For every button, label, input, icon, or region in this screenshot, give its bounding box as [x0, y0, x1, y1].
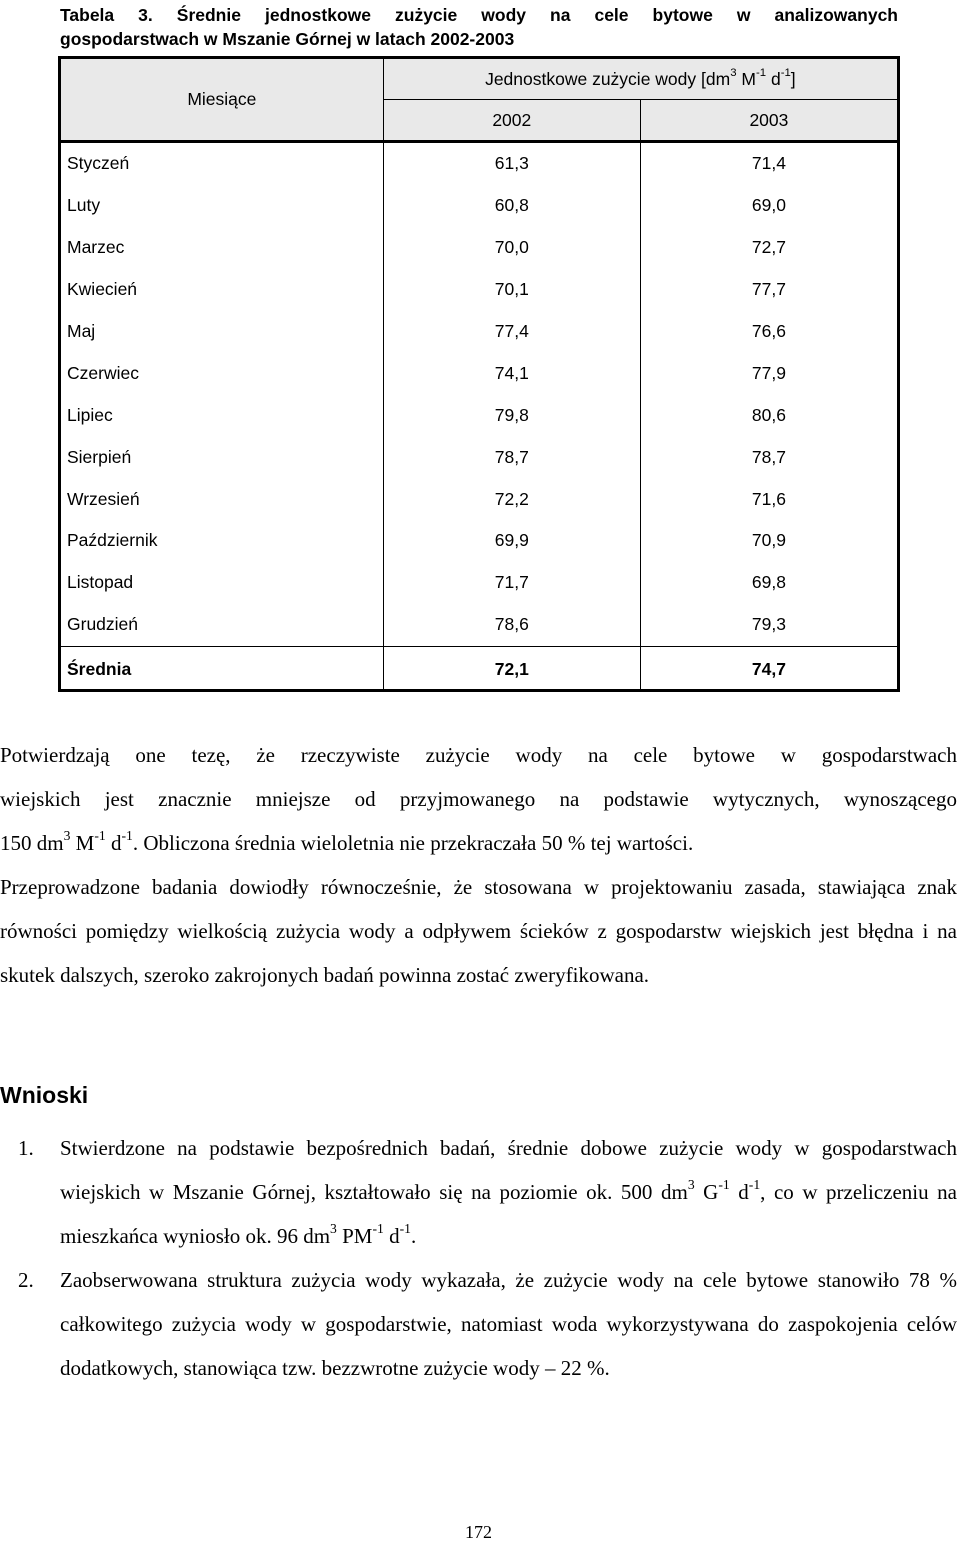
table-row	[60, 311, 899, 353]
value-2002-cell: 78,7	[383, 436, 640, 478]
paragraph-1	[0, 733, 957, 865]
value-2003-cell: 77,9	[640, 352, 898, 394]
value-2003-cell: 69,0	[640, 185, 898, 227]
table-row	[60, 436, 899, 478]
value-2002-cell: 69,9	[383, 520, 640, 562]
unit-header: Jednostkowe zużycie wody [$dm^3$ $M^{-1}$ $d^{-1}$]	[383, 58, 898, 100]
conclusions-heading: Wnioski	[0, 1082, 89, 1108]
average-row	[60, 646, 899, 690]
month-cell: Marzec	[67, 237, 125, 258]
value-2003-cell: 78,7	[640, 436, 898, 478]
table-row	[60, 269, 899, 311]
value-2002-cell: 72,2	[383, 478, 640, 520]
value-2002-cell: 79,8	[383, 394, 640, 436]
month-cell: Luty	[67, 195, 101, 216]
value-2003-cell: 69,8	[640, 562, 898, 604]
value-2003-cell: 70,9	[640, 520, 898, 562]
paragraph-1-line-1: Potwierdzają one tezę, że rzeczywiste zużycie wody na cele bytowe w gospodarstwach	[0, 743, 957, 767]
value-2002-cell: 61,3	[383, 142, 640, 185]
value-2002-cell: 74,1	[383, 352, 640, 394]
month-cell: Sierpień	[67, 446, 132, 467]
value-2002-cell: 71,7	[383, 562, 640, 604]
month-cell: Czerwiec	[67, 362, 139, 383]
table-row	[60, 185, 899, 227]
average-2003: 74,7	[640, 646, 898, 690]
value-2003-cell: 80,6	[640, 394, 898, 436]
caption-line-2: gospodarstwach w Mszanie Górnej w latach 2002-2003	[60, 29, 515, 49]
value-2002-cell: 78,6	[383, 604, 640, 646]
average-label: Średnia	[60, 646, 384, 690]
month-cell: Październik	[67, 530, 158, 551]
value-2003-cell: 76,6	[640, 311, 898, 353]
year-header-2002: 2002	[383, 100, 640, 142]
average-2002: 72,1	[383, 646, 640, 690]
months-header: Miesiące	[60, 58, 384, 142]
table-row	[60, 562, 899, 604]
month-cell: Styczeń	[67, 153, 130, 174]
month-cell: Grudzień	[67, 614, 139, 635]
water-usage-table	[58, 56, 900, 692]
value-2003-cell: 71,4	[640, 142, 898, 185]
conclusion-number: 2.	[18, 1268, 34, 1292]
caption-line-1: Tabela 3. Średnie jednostkowe zużycie wody na cele bytowe w analizowanych	[60, 5, 898, 25]
month-cell: Wrzesień	[67, 488, 140, 509]
month-cell: Lipiec	[67, 404, 113, 425]
table-row	[60, 227, 899, 269]
value-2003-cell: 71,6	[640, 478, 898, 520]
month-cell: Kwiecień	[67, 279, 138, 300]
paragraph-1-line-2: wiejskich jest znacznie mniejsze od przyjmowanego na podstawie wytycznych, wynoszącego	[0, 787, 957, 811]
table-row	[60, 352, 899, 394]
table-row	[60, 478, 899, 520]
value-2002-cell: 60,8	[383, 185, 640, 227]
value-2003-cell: 79,3	[640, 604, 898, 646]
table-row	[60, 394, 899, 436]
conclusion-item-1	[0, 1126, 957, 1258]
paragraph-1-line-3: 150 $dm^3$ $M^{-1}$ $d^{-1}$. Obliczona średnia wieloletnia nie przekraczała 50 % tej wartości.	[0, 827, 694, 855]
value-2002-cell: 70,1	[383, 269, 640, 311]
table-caption	[60, 3, 898, 51]
value-2002-cell: 70,0	[383, 227, 640, 269]
conclusion-number: 1.	[18, 1136, 34, 1160]
value-2003-cell: 77,7	[640, 269, 898, 311]
month-cell: Listopad	[67, 572, 134, 593]
table-row	[60, 604, 899, 646]
month-cell: Maj	[67, 321, 96, 341]
value-2002-cell: 77,4	[383, 311, 640, 353]
table-row	[60, 142, 899, 185]
year-header-2003: 2003	[640, 100, 898, 142]
page-number: 172	[465, 1522, 492, 1542]
conclusion-item-2	[0, 1258, 957, 1390]
conclusion-text: Stwierdzone na podstawie bezpośrednich badań, średnie dobowe zużycie wody w gospodarstwach wiejskich w Mszanie Górnej, kształtowało się na poziomie ok. 500 $dm^3$ $G^{-1}$ $d^{-1}$, co w przeliczeniu na mieszkańca wyniosło ok. 96 $dm^3$ $PM^{-1}$ $d^{-1}$.	[60, 1136, 957, 1248]
value-2003-cell: 72,7	[640, 227, 898, 269]
paragraph-2: Przeprowadzone badania dowiodły równocześnie, że stosowana w projektowaniu zasada, stawiająca znak równości pomiędzy wielkością zużycia wody a odpływem ścieków z gospodarstw wiejskich jest błędna i na skutek dalszych, szeroko zakrojonych badań powinna zostać zweryfikowana.	[0, 875, 957, 987]
table-row	[60, 520, 899, 562]
conclusion-text: Zaobserwowana struktura zużycia wody wykazała, że zużycie wody na cele bytowe stanowiło 78 % całkowitego zużycia wody w gospodarstwie, natomiast woda wykorzystywana do zaspokojenia celów dodatkowych, stanowiąca tzw. bezzwrotne zużycie wody – 22 %.	[60, 1268, 957, 1380]
